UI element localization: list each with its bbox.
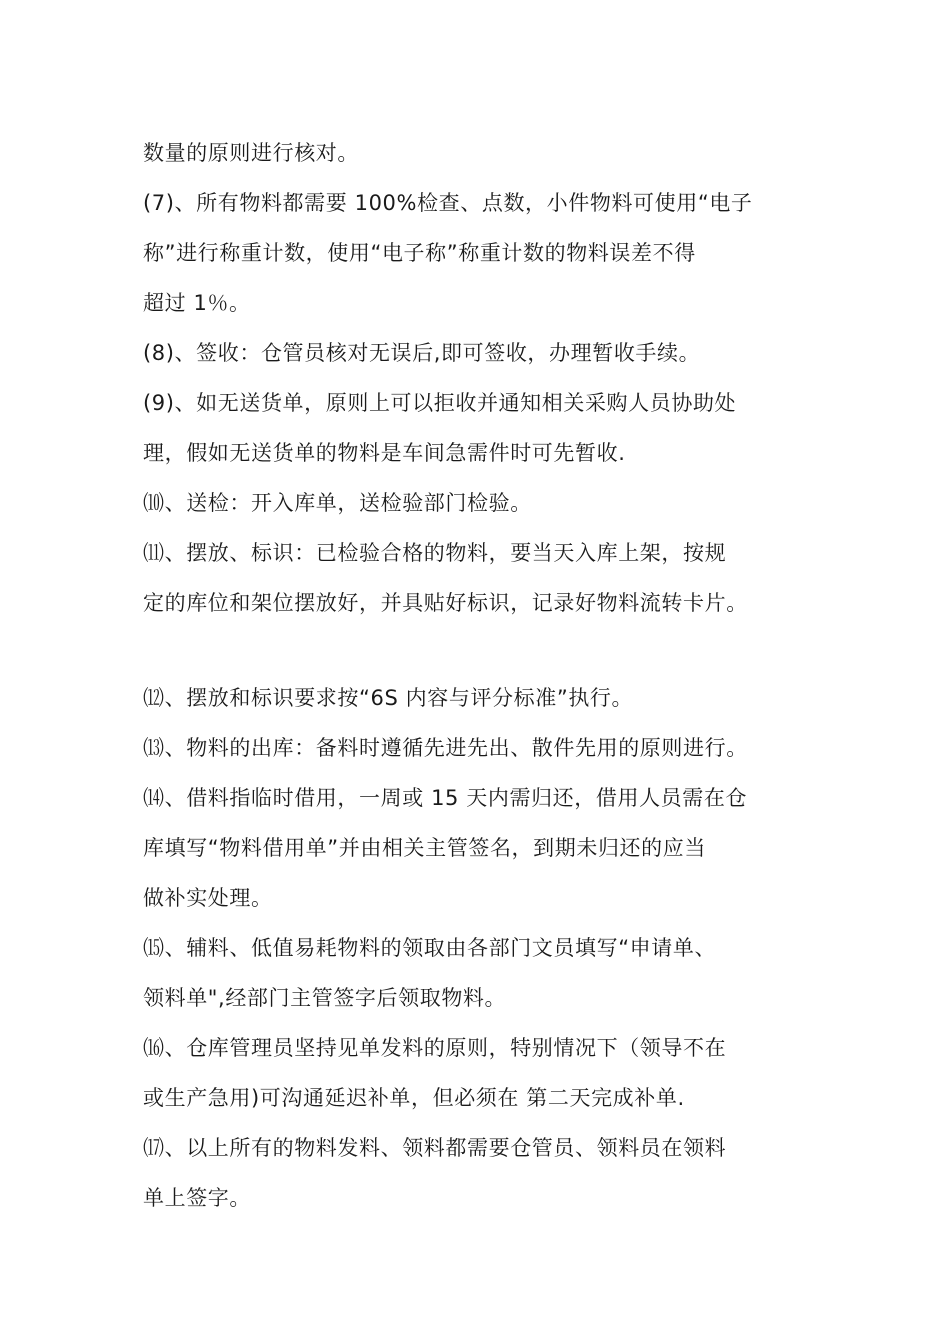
text-line: 定的库位和架位摆放好，并具贴好标识，记录好物料流转卡片。 (143, 591, 748, 615)
text-line: 称”进行称重计数，使用“电子称”称重计数的物料误差不得 (143, 241, 696, 265)
paragraph-item-17 (143, 1123, 813, 1223)
paragraph-item-11 (143, 528, 813, 628)
text-line: (9)、如无送货单，原则上可以拒收并通知相关采购人员协助处 (143, 391, 737, 415)
text-line: ⒀、物料的出库：备料时遵循先进先出、散件先用的原则进行。 (143, 736, 748, 760)
text-line: ⒁、借料指临时借用，一周或 15 天内需归还，借用人员需在仓 (143, 786, 748, 810)
text-line: ⒃、仓库管理员坚持见单发料的原则，特别情况下（领导不在 (143, 1036, 727, 1060)
blank-gap (143, 628, 813, 673)
text-line: 超过 1％。 (143, 291, 251, 315)
text-line: ⒂、辅料、低值易耗物料的领取由各部门文员填写“申请单、 (143, 936, 717, 960)
text-line: 库填写“物料借用单”并由相关主管签名，到期未归还的应当 (143, 836, 706, 860)
text-line: 单上签字。 (143, 1186, 251, 1210)
paragraph-verify-quantity (143, 128, 813, 178)
paragraph-item-8 (143, 328, 813, 378)
text-line: 或生产急用)可沟通延迟补单，但必须在 第二天完成补单. (143, 1086, 685, 1110)
paragraph-item-16 (143, 1023, 813, 1123)
text-line: 领料单",经部门主管签字后领取物料。 (143, 986, 507, 1010)
text-line: 数量的原则进行核对。 (143, 141, 359, 165)
paragraph-item-13 (143, 723, 813, 773)
text-line: ⒄、以上所有的物料发料、领料都需要仓管员、领料员在领料 (143, 1136, 727, 1160)
text-line: ⑽、送检：开入库单，送检验部门检验。 (143, 491, 532, 515)
paragraph-item-7 (143, 178, 813, 328)
text-line: (7)、所有物料都需要 100%检查、点数，小件物料可使用“电子 (143, 191, 753, 215)
paragraph-item-10 (143, 478, 813, 528)
text-line: ⑿、摆放和标识要求按“6S 内容与评分标准”执行。 (143, 686, 634, 710)
text-line: 理，假如无送货单的物料是车间急需件时可先暂收. (143, 441, 626, 465)
paragraph-item-9 (143, 378, 813, 478)
document-body (143, 128, 813, 1223)
paragraph-item-15 (143, 923, 813, 1023)
text-line: (8)、签收：仓管员核对无误后,即可签收，办理暂收手续。 (143, 341, 701, 365)
text-line: 做补实处理。 (143, 886, 273, 910)
paragraph-item-12 (143, 673, 813, 723)
paragraph-item-14 (143, 773, 813, 923)
text-line: ⑾、摆放、标识：已检验合格的物料，要当天入库上架，按规 (143, 541, 727, 565)
